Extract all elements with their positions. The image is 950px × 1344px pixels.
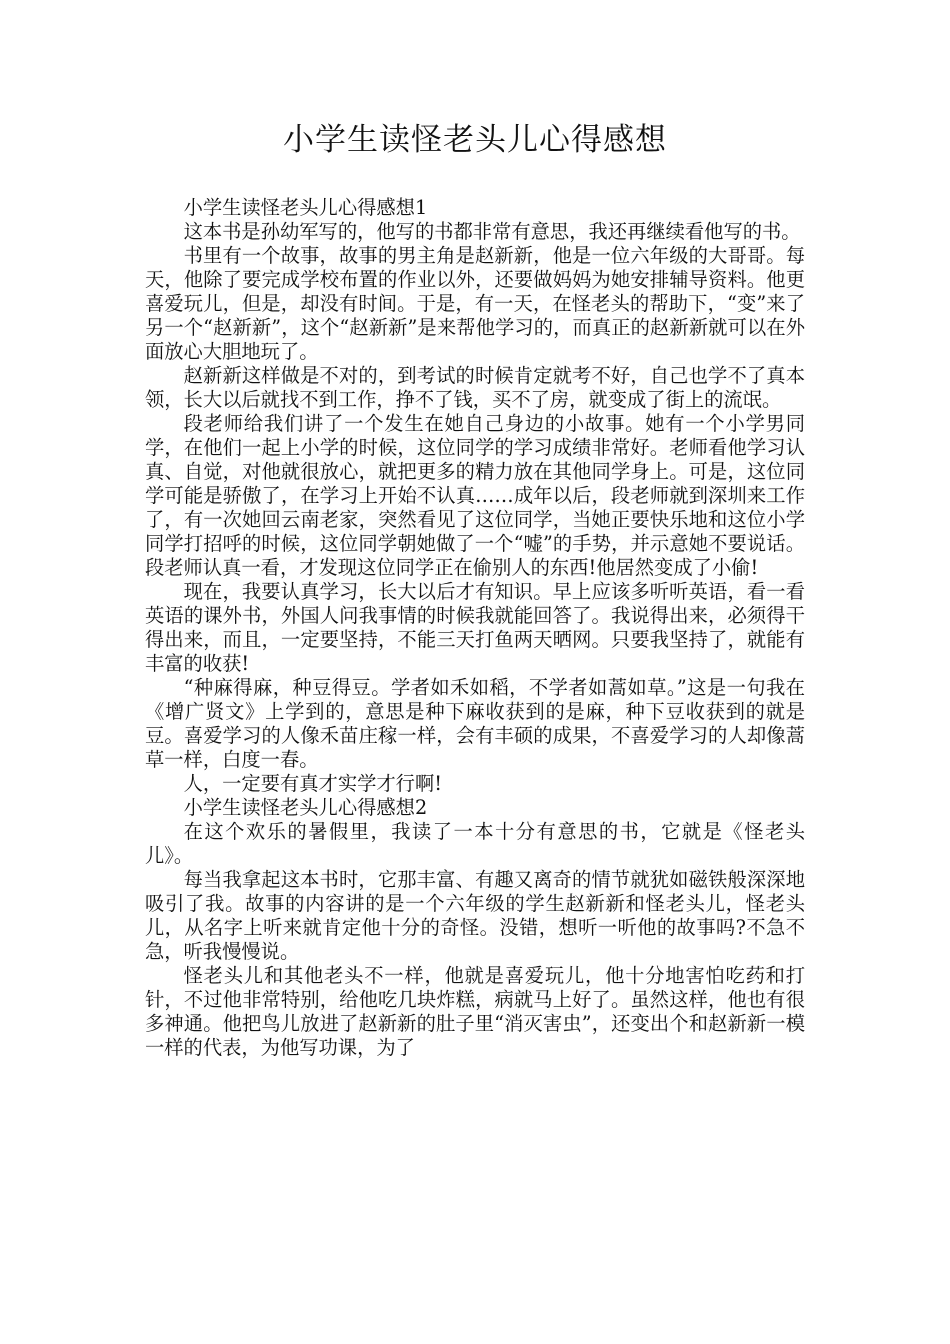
paragraph: 段老师给我们讲了一个发生在她自己身边的小故事。她有一个小学男同学，在他们一起上小学的时候，这位同学的学习成绩非常好。老师看他学习认真、自觉，对他就很放心，就把更多的精力放在其他同学身上。可是，这位同学可能是骄傲了，在学习上开始不认真……成年以后，段老师就到深圳来工作了，有一次她回云南老家，突然看见了这位同学，当她正要快乐地和这位小学同学打招呼的时候，这位同学朝她做了一个“嘘”的手势，并示意她不要说话。段老师认真一看，才发现这位同学正在偷别人的东西!他居然变成了小偷! (145, 412, 805, 579)
paragraph: 在这个欢乐的暑假里，我读了一本十分有意思的书，它就是《怪老头儿》。 (145, 820, 805, 867)
paragraph: 这本书是孙幼军写的，他写的书都非常有意思，我还再继续看他写的书。 (183, 220, 801, 243)
document-page (145, 120, 805, 1060)
paragraph: 书里有一个故事，故事的男主角是赵新新，他是一位六年级的大哥哥。每天，他除了要完成学校布置的作业以外，还要做妈妈为她安排辅导资料。他更喜爱玩儿，但是，却没有时间。于是，有一天，在怪老头的帮助下，“变”来了另一个“赵新新”，这个“赵新新”是来帮他学习的，而真正的赵新新就可以在外面放心大胆地玩了。 (145, 244, 805, 363)
paragraph: “种麻得麻，种豆得豆。学者如禾如稻，不学者如蒿如草。”这是一句我在《增广贤文》上学到的，意思是种下麻收获到的是麻，种下豆收获到的就是豆。喜爱学习的人像禾苗庄稼一样，会有丰硕的成果，不喜爱学习的人却像蒿草一样，白度一春。 (145, 676, 805, 771)
paragraph: 每当我拿起这本书时，它那丰富、有趣又离奇的情节就犹如磁铁般深深地吸引了我。故事的内容讲的是一个六年级的学生赵新新和怪老头儿，怪老头儿，从名字上听来就肯定他十分的奇怪。没错，想听一听他的故事吗?不急不急，听我慢慢说。 (145, 868, 805, 963)
section-heading-2: 小学生读怪老头儿心得感想2 (183, 796, 428, 819)
paragraph: 怪老头儿和其他老头不一样，他就是喜爱玩儿，他十分地害怕吃药和打针，不过他非常特别，给他吃几块炸糕，病就马上好了。虽然这样，他也有很多神通。他把鸟儿放进了赵新新的肚子里“消灭害虫”，还变出个和赵新新一模一样的代表，为他写功课，为了 (145, 964, 805, 1059)
document-title: 小学生读怪老头儿心得感想 (283, 122, 667, 158)
section-heading-1: 小学生读怪老头儿心得感想1 (183, 196, 428, 219)
paragraph: 赵新新这样做是不对的，到考试的时候肯定就考不好，自己也学不了真本领，长大以后就找不到工作，挣不了钱，买不了房，就变成了街上的流氓。 (145, 364, 805, 411)
paragraph: 人，一定要有真才实学才行啊! (183, 772, 442, 795)
document-body (145, 196, 805, 1060)
paragraph: 现在，我要认真学习，长大以后才有知识。早上应该多听听英语，看一看英语的课外书，外国人问我事情的时候我就能回答了。我说得出来，必须得干得出来，而且，一定要坚持，不能三天打鱼两天晒网。只要我坚持了，就能有丰富的收获! (145, 580, 805, 675)
